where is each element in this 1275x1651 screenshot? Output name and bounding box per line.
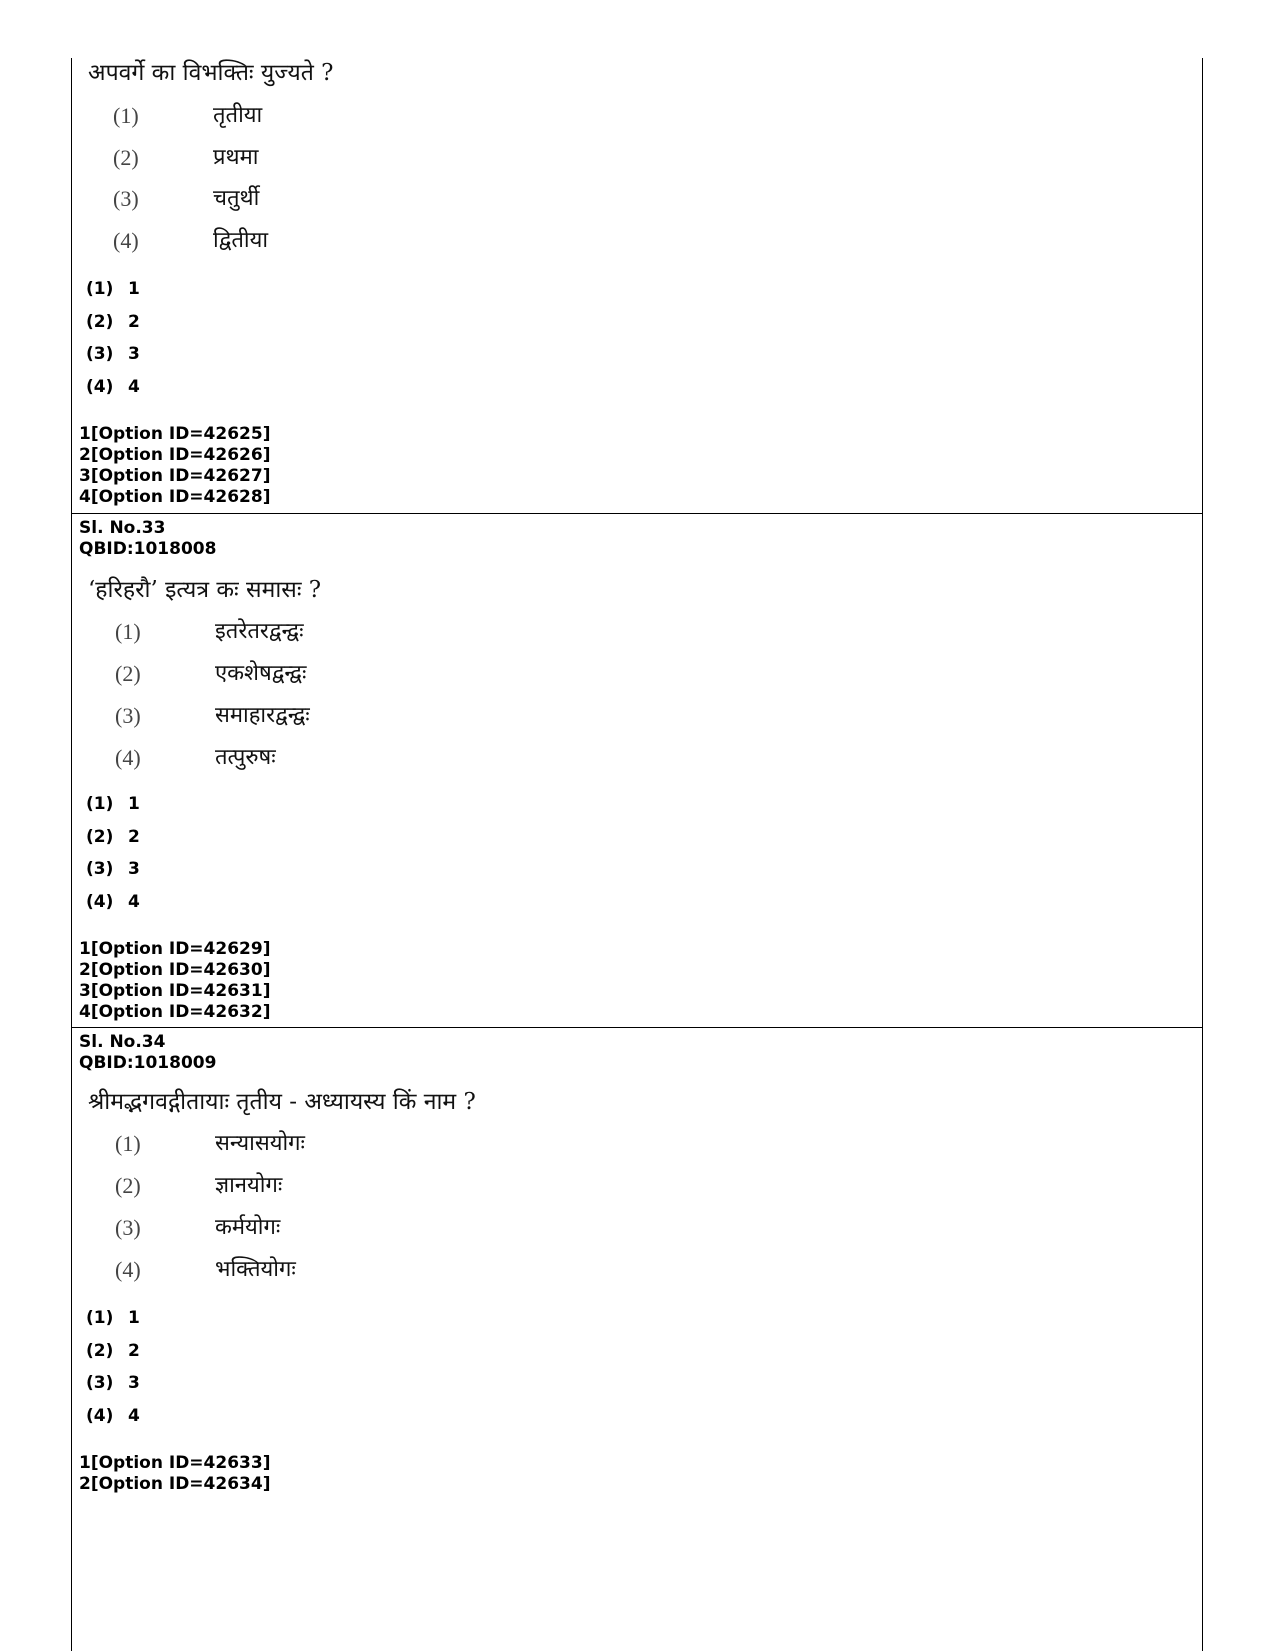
option-id: 4[Option ID=42632] bbox=[79, 1002, 271, 1022]
option-id: 3[Option ID=42631] bbox=[79, 981, 271, 1001]
choice-number: (3) bbox=[113, 186, 139, 211]
answer-option bbox=[86, 826, 140, 848]
answer-option bbox=[86, 1307, 140, 1329]
answer-value: 4 bbox=[128, 377, 140, 397]
option-id-list bbox=[79, 939, 270, 1023]
answer-option bbox=[86, 793, 140, 815]
option-id: 1[Option ID=42629] bbox=[79, 939, 271, 959]
choice-text: द्वितीया bbox=[213, 228, 269, 253]
choice-text: कर्मयोगः bbox=[215, 1215, 281, 1240]
answer-value: 2 bbox=[128, 827, 140, 847]
choice-text: चतुर्थी bbox=[213, 186, 260, 211]
question-text: अपवर्गे का विभक्तिः युज्यते ? bbox=[88, 60, 334, 86]
choice-text: तृतीया bbox=[213, 103, 263, 128]
answer-key: (2) bbox=[86, 312, 114, 332]
answer-option bbox=[86, 891, 140, 913]
answer-option bbox=[86, 858, 140, 880]
answer-key: (3) bbox=[86, 344, 114, 364]
answer-key: (1) bbox=[86, 794, 114, 814]
choice-text: सन्यासयोगः bbox=[215, 1131, 305, 1156]
answer-key: (2) bbox=[86, 827, 114, 847]
choice-number: (1) bbox=[113, 103, 139, 128]
question-divider bbox=[72, 1027, 1202, 1028]
question-divider bbox=[72, 513, 1202, 514]
choice-text: समाहारद्वन्द्वः bbox=[215, 703, 310, 728]
answer-value: 1 bbox=[128, 1308, 140, 1328]
choice-number: (4) bbox=[115, 1257, 141, 1282]
choice-number: (3) bbox=[115, 703, 141, 728]
question-text: श्रीमद्भगवद्गीतायाः तृतीय - अध्यायस्य किं नाम ? bbox=[88, 1089, 476, 1115]
option-id: 1[Option ID=42625] bbox=[79, 424, 271, 444]
answer-key: (2) bbox=[86, 1341, 114, 1361]
option-id: 2[Option ID=42634] bbox=[79, 1474, 271, 1494]
option-id: 1[Option ID=42633] bbox=[79, 1453, 271, 1473]
answer-key: (4) bbox=[86, 892, 114, 912]
answer-option bbox=[86, 376, 140, 398]
answer-value: 3 bbox=[128, 859, 140, 879]
choice-number: (1) bbox=[115, 1131, 141, 1156]
choice-text: ज्ञानयोगः bbox=[215, 1173, 283, 1198]
answer-option bbox=[86, 278, 140, 300]
answer-value: 3 bbox=[128, 1373, 140, 1393]
choice-text: एकशेषद्वन्द्वः bbox=[215, 661, 307, 686]
answer-value: 3 bbox=[128, 344, 140, 364]
answer-option bbox=[86, 1372, 140, 1394]
answer-value: 4 bbox=[128, 1406, 140, 1426]
choice-text: तत्पुरुषः bbox=[215, 745, 276, 770]
answer-key: (1) bbox=[86, 1308, 114, 1328]
choice-text: प्रथमा bbox=[213, 145, 259, 170]
answer-key: (3) bbox=[86, 859, 114, 879]
answer-key: (4) bbox=[86, 377, 114, 397]
answer-option bbox=[86, 1340, 140, 1362]
choice-number: (4) bbox=[115, 745, 141, 770]
option-id: 4[Option ID=42628] bbox=[79, 487, 271, 507]
answer-value: 2 bbox=[128, 1341, 140, 1361]
answer-key: (4) bbox=[86, 1406, 114, 1426]
answer-value: 2 bbox=[128, 312, 140, 332]
option-id: 2[Option ID=42630] bbox=[79, 960, 271, 980]
question-sheet bbox=[71, 58, 1203, 1651]
question-text: ‘हरिहरौ’ इत्यत्र कः समासः ? bbox=[88, 577, 322, 603]
option-id: 3[Option ID=42627] bbox=[79, 466, 271, 486]
choice-number: (1) bbox=[115, 619, 141, 644]
option-id-list bbox=[79, 1453, 270, 1495]
option-id: 2[Option ID=42626] bbox=[79, 445, 271, 465]
choice-text: भक्तियोगः bbox=[215, 1257, 296, 1282]
answer-value: 1 bbox=[128, 279, 140, 299]
answer-value: 1 bbox=[128, 794, 140, 814]
answer-option bbox=[86, 1405, 140, 1427]
choice-text: इतरेतरद्वन्द्वः bbox=[215, 619, 304, 644]
choice-number: (2) bbox=[115, 1173, 141, 1198]
serial-number: Sl. No.34 bbox=[79, 1032, 166, 1052]
answer-value: 4 bbox=[128, 892, 140, 912]
answer-option bbox=[86, 343, 140, 365]
answer-option bbox=[86, 311, 140, 333]
choice-number: (2) bbox=[115, 661, 141, 686]
qbid: QBID:1018009 bbox=[79, 1053, 217, 1073]
choice-number: (3) bbox=[115, 1215, 141, 1240]
option-id-list bbox=[79, 424, 270, 508]
choice-number: (2) bbox=[113, 145, 139, 170]
answer-key: (1) bbox=[86, 279, 114, 299]
choice-number: (4) bbox=[113, 228, 139, 253]
serial-number: Sl. No.33 bbox=[79, 518, 166, 538]
answer-key: (3) bbox=[86, 1373, 114, 1393]
qbid: QBID:1018008 bbox=[79, 539, 217, 559]
